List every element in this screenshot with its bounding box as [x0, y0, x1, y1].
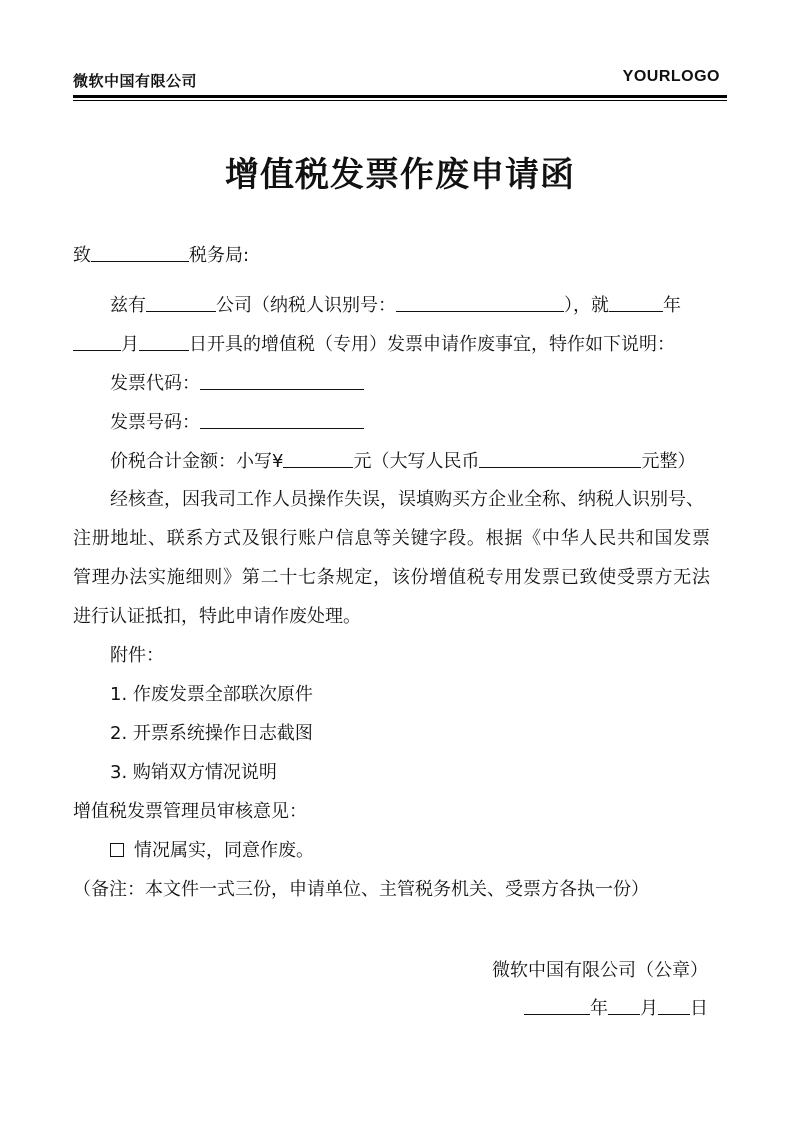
text-segment: 兹有 — [110, 295, 146, 316]
month-blank — [73, 332, 121, 351]
review-approval-line — [110, 839, 314, 863]
sign-year-blank — [524, 996, 590, 1015]
invoice-number-label: 发票号码： — [110, 412, 200, 433]
attachments-label: 附件： — [110, 645, 164, 666]
explanation-line: 注册地址、联系方式及银行账户信息等关键字段。根据《中华人民共和国发票 — [73, 528, 710, 549]
amount-label: 元整） — [641, 451, 696, 472]
header-company-name: 微软中国有限公司 — [73, 72, 198, 90]
text-segment: 日开具的增值税（专用）发票申请作废事宜，特作如下说明： — [189, 334, 675, 355]
header-divider-thin — [73, 100, 727, 101]
amount-small-blank — [283, 449, 353, 468]
company-name-blank — [146, 293, 216, 312]
amount-label: 元（大写人民币 — [353, 451, 480, 472]
attachment-item: 1. 作废发票全部联次原件 — [110, 684, 313, 705]
invoice-number-blank — [200, 410, 364, 429]
amount-capital-blank — [479, 449, 641, 468]
document-title: 增值税发票作废申请函 — [225, 155, 575, 195]
day-blank — [139, 332, 189, 351]
taxpayer-id-blank — [396, 293, 564, 312]
invoice-code-label: 发票代码： — [110, 373, 200, 394]
sign-year-label: 年 — [590, 998, 608, 1019]
recipient-line — [73, 243, 249, 268]
approval-text: 情况属实，同意作废。 — [134, 840, 314, 861]
explanation-line: 进行认证抵扣，特此申请作废处理。 — [73, 606, 361, 627]
page-header — [73, 66, 727, 94]
invoice-code-line — [110, 371, 364, 396]
text-segment: 月 — [121, 334, 139, 355]
header-logo: YOURLOGO — [622, 68, 720, 85]
sign-month-blank — [608, 996, 640, 1015]
recipient-suffix: 税务局: — [189, 245, 250, 266]
tax-bureau-blank — [91, 243, 189, 262]
signature-date — [524, 994, 708, 1020]
attachment-item: 3. 购销双方情况说明 — [110, 762, 277, 783]
text-segment: 公司（纳税人识别号： — [216, 295, 396, 316]
review-label: 增值税发票管理员审核意见： — [73, 801, 307, 822]
header-divider-thick — [73, 95, 727, 98]
para1-line2 — [73, 332, 675, 357]
sign-month-label: 月 — [640, 998, 658, 1019]
invoice-number-line — [110, 410, 364, 435]
sign-day-label: 日 — [690, 998, 708, 1019]
amount-line — [110, 449, 695, 474]
text-segment: ），就 — [564, 295, 609, 316]
para1-line1 — [110, 293, 681, 318]
attachment-item: 2. 开票系统操作日志截图 — [110, 723, 313, 744]
sign-day-blank — [658, 996, 690, 1015]
explanation-line: 管理办法实施细则》第二十七条规定，该份增值税专用发票已致使受票方无法 — [73, 567, 710, 588]
amount-label: 价税合计金额：小写¥ — [110, 451, 284, 472]
year-blank — [609, 293, 663, 312]
signature-company: 微软中国有限公司（公章） — [492, 960, 708, 981]
invoice-code-blank — [200, 371, 364, 390]
explanation-line: 经核查，因我司工作人员操作失误，误填购买方企业全称、纳税人识别号、 — [110, 489, 704, 510]
text-segment: 年 — [663, 295, 681, 316]
approval-checkbox[interactable] — [110, 843, 124, 857]
document-note: （备注：本文件一式三份，申请单位、主管税务机关、受票方各执一份） — [73, 879, 649, 900]
recipient-prefix: 致 — [73, 245, 91, 266]
